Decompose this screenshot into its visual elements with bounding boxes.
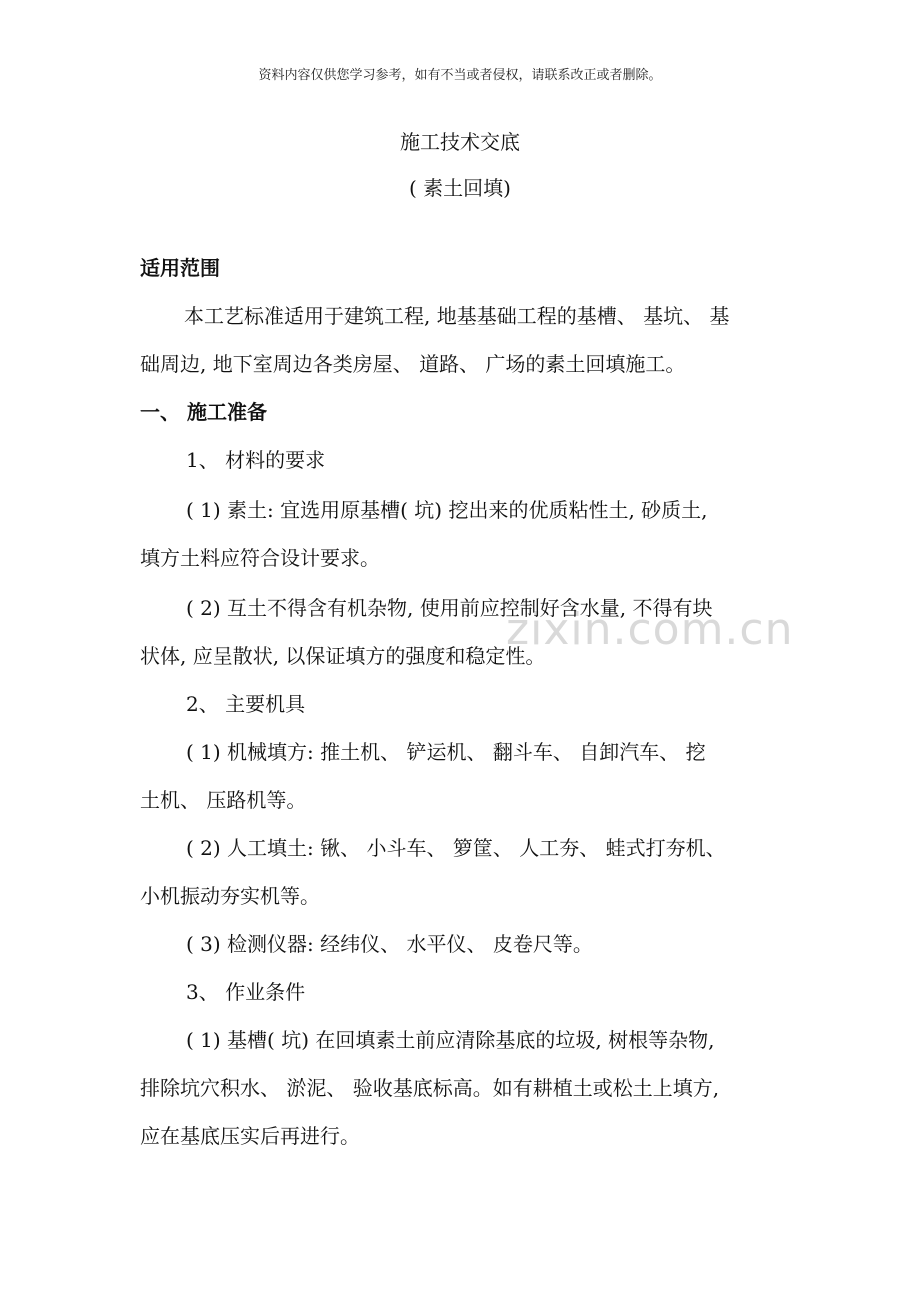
document-subtitle: ( 素土回填) [409,176,511,200]
document-title: 施工技术交底 [400,130,520,154]
paragraph-line: ( 2) 互土不得含有机杂物, 使用前应控制好含水量, 不得有块 [186,596,713,620]
paragraph-line: 状体, 应呈散状, 以保证填方的强度和稳定性。 [140,644,546,668]
section-heading-preparation: 一、 施工准备 [140,400,267,424]
paragraph-line: 小机振动夯实机等。 [140,884,320,908]
paragraph-line: 本工艺标准适用于建筑工程, 地基基础工程的基槽、 基坑、 基 [184,304,730,328]
paragraph-line: 应在基底压实后再进行。 [140,1124,360,1148]
subsection-heading: 2、 主要机具 [186,692,306,716]
paragraph-line: ( 3) 检测仪器: 经纬仪、 水平仪、 皮卷尺等。 [186,932,593,956]
paragraph-line: ( 1) 基槽( 坑) 在回填素土前应清除基底的垃圾, 树根等杂物, [186,1028,715,1052]
watermark: zixin.com.cn [506,604,794,655]
subsection-heading: 3、 作业条件 [186,980,306,1004]
paragraph-line: 排除坑穴积水、 淤泥、 验收基底标高。如有耕植土或松土上填方, [140,1076,720,1100]
paragraph-line: 填方土料应符合设计要求。 [140,546,380,570]
section-heading-scope: 适用范围 [140,256,220,280]
paragraph-line: 土机、 压路机等。 [140,788,307,812]
paragraph-line: ( 2) 人工填土: 锹、 小斗车、 箩筐、 人工夯、 蛙式打夯机、 [186,836,726,860]
paragraph-line: ( 1) 机械填方: 推土机、 铲运机、 翻斗车、 自卸汽车、 挖 [186,740,706,764]
subsection-heading: 1、 材料的要求 [186,448,326,472]
paragraph-line: ( 1) 素土: 宜选用原基槽( 坑) 挖出来的优质粘性土, 砂质土, [186,498,708,522]
paragraph-line: 础周边, 地下室周边各类房屋、 道路、 广场的素土回填施工。 [140,352,686,376]
disclaimer-note: 资料内容仅供您学习参考，如有不当或者侵权，请联系改正或者删除。 [258,68,662,83]
